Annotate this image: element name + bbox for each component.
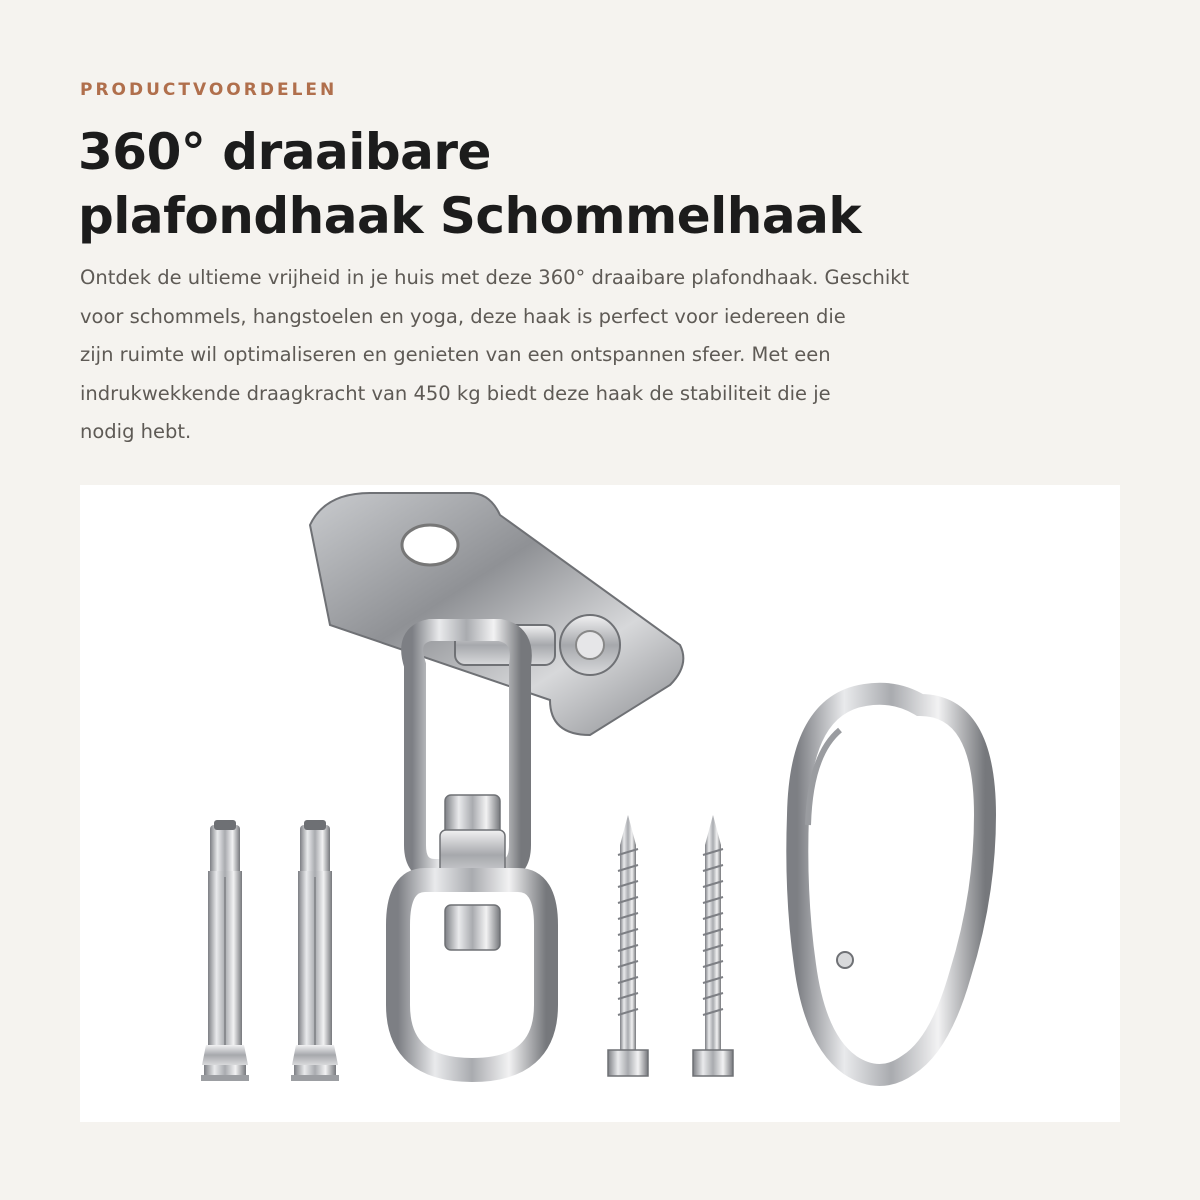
- product-illustration: [80, 485, 1120, 1122]
- title-line-2: plafondhaak Schommelhaak: [78, 187, 862, 245]
- eyebrow-label: PRODUCTVOORDELEN: [80, 80, 338, 100]
- title-line-1: 360° draaibare: [78, 123, 491, 181]
- carabiner: [797, 694, 985, 1075]
- description-line: indrukwekkende draagkracht van 450 kg biedt deze haak de stabiliteit die je: [80, 381, 831, 405]
- anchor-bolt-1: [201, 820, 249, 1081]
- description-line: voor schommels, hangstoelen en yoga, deze haak is perfect voor iedereen die: [80, 304, 846, 328]
- description-line: Ontdek de ultieme vrijheid in je huis met deze 360° draaibare plafondhaak. Geschikt: [80, 266, 910, 289]
- product-image: [80, 485, 1120, 1122]
- wood-screw-2: [693, 815, 733, 1076]
- anchor-bolt-2: [291, 820, 339, 1081]
- description-line: zijn ruimte wil optimaliseren en genieten van een ontspannen sfeer. Met een: [80, 343, 831, 366]
- page-title: [78, 120, 1078, 248]
- product-description: [80, 259, 1120, 452]
- wood-screw-1: [608, 815, 648, 1076]
- description-line: nodig hebt.: [80, 420, 192, 443]
